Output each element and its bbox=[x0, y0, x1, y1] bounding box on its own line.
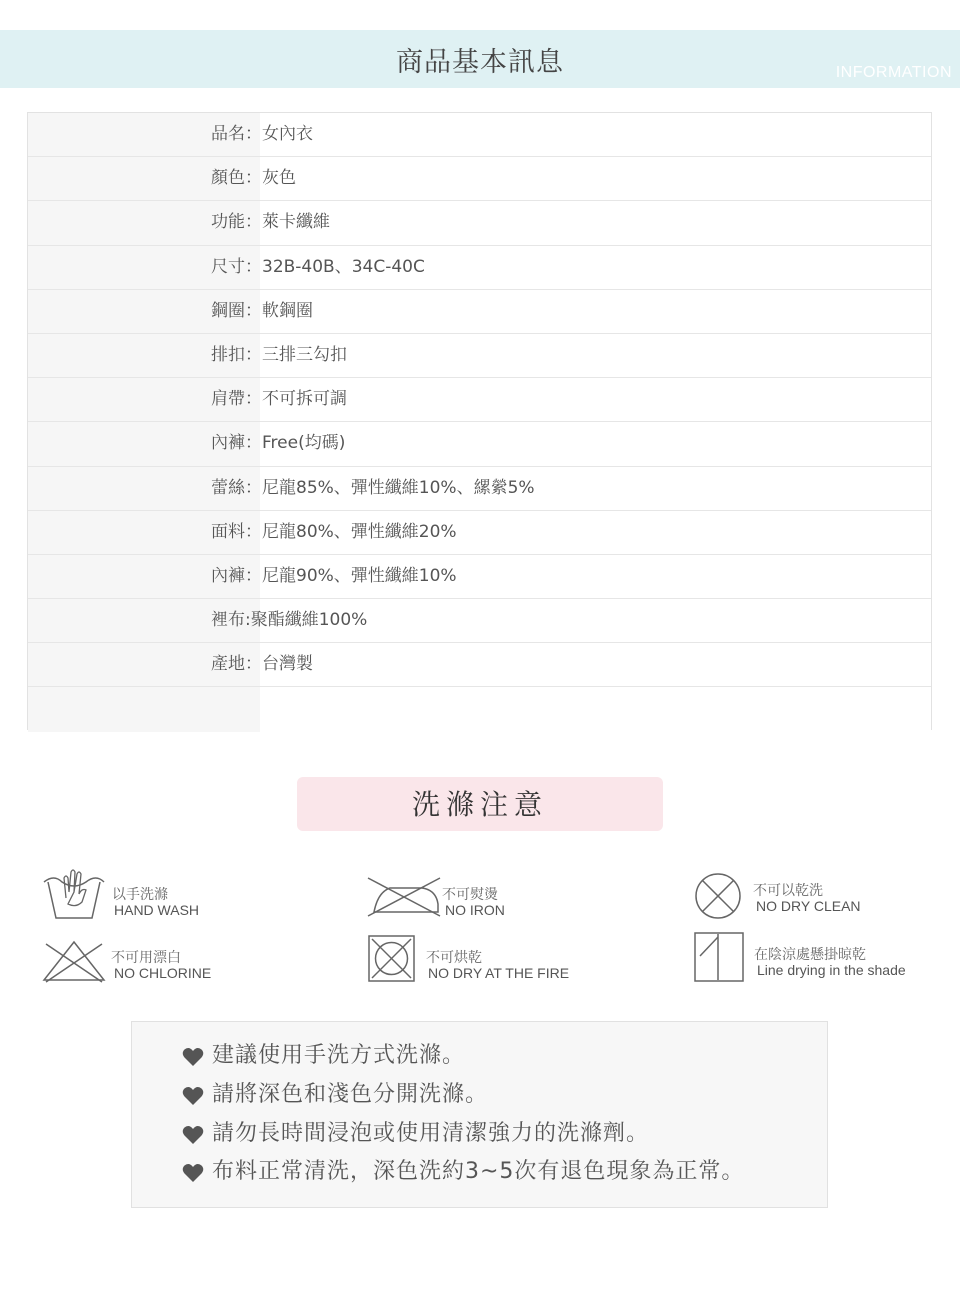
care-title: 洗滌注意 bbox=[411, 788, 548, 821]
spec-label: 肩帶 bbox=[211, 389, 245, 410]
spec-value: 台灣製 bbox=[262, 654, 313, 675]
spec-row bbox=[28, 555, 931, 599]
no-tumble-dry-en: NO DRY AT THE FIRE bbox=[428, 965, 570, 981]
spec-separator: ： bbox=[245, 168, 262, 189]
spec-label: 裡布 bbox=[211, 610, 245, 631]
spec-separator: ： bbox=[245, 212, 262, 233]
no-iron-zh: 不可熨燙 bbox=[442, 887, 498, 903]
spec-separator: ： bbox=[245, 389, 262, 410]
info-title: 商品基本訊息 bbox=[396, 47, 564, 78]
spec-row bbox=[28, 290, 931, 334]
hand-wash-zh: 以手洗滌 bbox=[112, 887, 168, 903]
spec-value: 尼龍90%、彈性纖維10% bbox=[262, 565, 457, 586]
spec-row bbox=[28, 246, 931, 290]
spec-label: 顏色 bbox=[211, 168, 245, 189]
no-tumble-dry-zh: 不可烘乾 bbox=[426, 950, 482, 966]
spec-label: 鋼圈 bbox=[211, 300, 245, 321]
spec-table bbox=[27, 112, 932, 730]
no-iron-en: NO IRON bbox=[445, 902, 505, 918]
spec-value: 女內衣 bbox=[262, 124, 313, 144]
spec-separator: ： bbox=[245, 521, 262, 542]
care-notes-box bbox=[131, 1021, 828, 1208]
spec-separator: ： bbox=[245, 565, 262, 586]
spec-label: 內褲 bbox=[211, 565, 245, 586]
note-text: 建議使用手洗方式洗滌。 bbox=[212, 1043, 466, 1068]
spec-value: 尼龍80%、彈性纖維20% bbox=[262, 521, 457, 542]
spec-value: 灰色 bbox=[262, 168, 296, 189]
hand-wash-en: HAND WASH bbox=[114, 902, 200, 918]
spec-label: 排扣 bbox=[211, 344, 245, 365]
info-subtitle: INFORMATION bbox=[835, 64, 952, 81]
care-symbol-no-dry-clean bbox=[694, 872, 944, 922]
hand-wash-icon bbox=[42, 868, 106, 922]
no-iron-icon bbox=[366, 874, 442, 918]
spec-value: 不可拆可調 bbox=[262, 389, 347, 410]
care-symbol-no-tumble-dry bbox=[368, 935, 618, 983]
no-tumble-dry-icon bbox=[368, 935, 416, 983]
spec-separator: : bbox=[245, 610, 251, 631]
spec-row bbox=[28, 467, 931, 511]
spec-value: Free(均碼) bbox=[262, 433, 346, 454]
no-chlorine-icon bbox=[42, 940, 106, 984]
spec-value: 軟鋼圈 bbox=[262, 300, 313, 321]
care-symbol-line-dry-shade bbox=[694, 932, 944, 984]
spec-value: 聚酯纖維100% bbox=[250, 610, 368, 631]
spec-separator: ： bbox=[245, 433, 262, 454]
no-chlorine-en: NO CHLORINE bbox=[114, 965, 212, 981]
no-dry-clean-zh: 不可以乾洗 bbox=[753, 883, 823, 899]
spec-separator: ： bbox=[245, 654, 262, 675]
spec-row bbox=[28, 422, 931, 466]
heart-icon bbox=[182, 1163, 204, 1183]
note-text: 布料正常清洗，深色洗約3~5次有退色現象為正常。 bbox=[212, 1159, 745, 1184]
no-chlorine-zh: 不可用漂白 bbox=[111, 950, 181, 966]
spec-row bbox=[28, 378, 931, 422]
spec-separator: ： bbox=[245, 300, 262, 321]
spec-row bbox=[28, 201, 931, 245]
care-symbol-hand-wash bbox=[42, 868, 292, 924]
care-symbol-no-iron bbox=[366, 874, 616, 924]
note-text: 請勿長時間浸泡或使用清潔強力的洗滌劑。 bbox=[212, 1121, 650, 1146]
spec-value: 32B-40B、34C-40C bbox=[262, 256, 425, 277]
no-dry-clean-icon bbox=[694, 872, 744, 920]
spec-value: 三排三勾扣 bbox=[262, 344, 347, 365]
spec-label: 品名 bbox=[211, 124, 245, 144]
spec-row bbox=[28, 113, 931, 157]
care-symbol-no-chlorine bbox=[42, 940, 292, 986]
note-text: 請將深色和淺色分開洗滌。 bbox=[212, 1082, 489, 1107]
line-dry-shade-icon bbox=[694, 932, 746, 984]
line-dry-shade-zh: 在陰涼處懸掛晾乾 bbox=[754, 947, 866, 963]
spec-row bbox=[28, 157, 931, 201]
line-dry-shade-en: Line drying in the shade bbox=[757, 962, 906, 978]
heart-icon bbox=[182, 1047, 204, 1067]
spec-row bbox=[28, 334, 931, 378]
heart-icon bbox=[182, 1125, 204, 1145]
spec-label: 尺寸 bbox=[211, 256, 245, 277]
spec-row bbox=[28, 643, 931, 687]
spec-label: 內褲 bbox=[211, 433, 245, 454]
heart-icon bbox=[182, 1086, 204, 1106]
spec-row bbox=[28, 687, 931, 731]
spec-separator: ： bbox=[245, 477, 262, 498]
spec-row bbox=[28, 599, 931, 643]
spec-label: 產地 bbox=[211, 654, 245, 675]
spec-label: 面料 bbox=[211, 521, 245, 542]
spec-separator: ： bbox=[245, 256, 262, 277]
spec-value: 萊卡纖維 bbox=[262, 212, 330, 233]
spec-row bbox=[28, 511, 931, 555]
spec-value: 尼龍85%、彈性纖維10%、縲縈5% bbox=[262, 477, 535, 498]
spec-separator: ： bbox=[245, 124, 262, 144]
spec-label: 蕾絲 bbox=[211, 477, 245, 498]
no-dry-clean-en: NO DRY CLEAN bbox=[756, 898, 861, 914]
spec-label: 功能 bbox=[211, 212, 245, 233]
spec-separator: ： bbox=[245, 344, 262, 365]
